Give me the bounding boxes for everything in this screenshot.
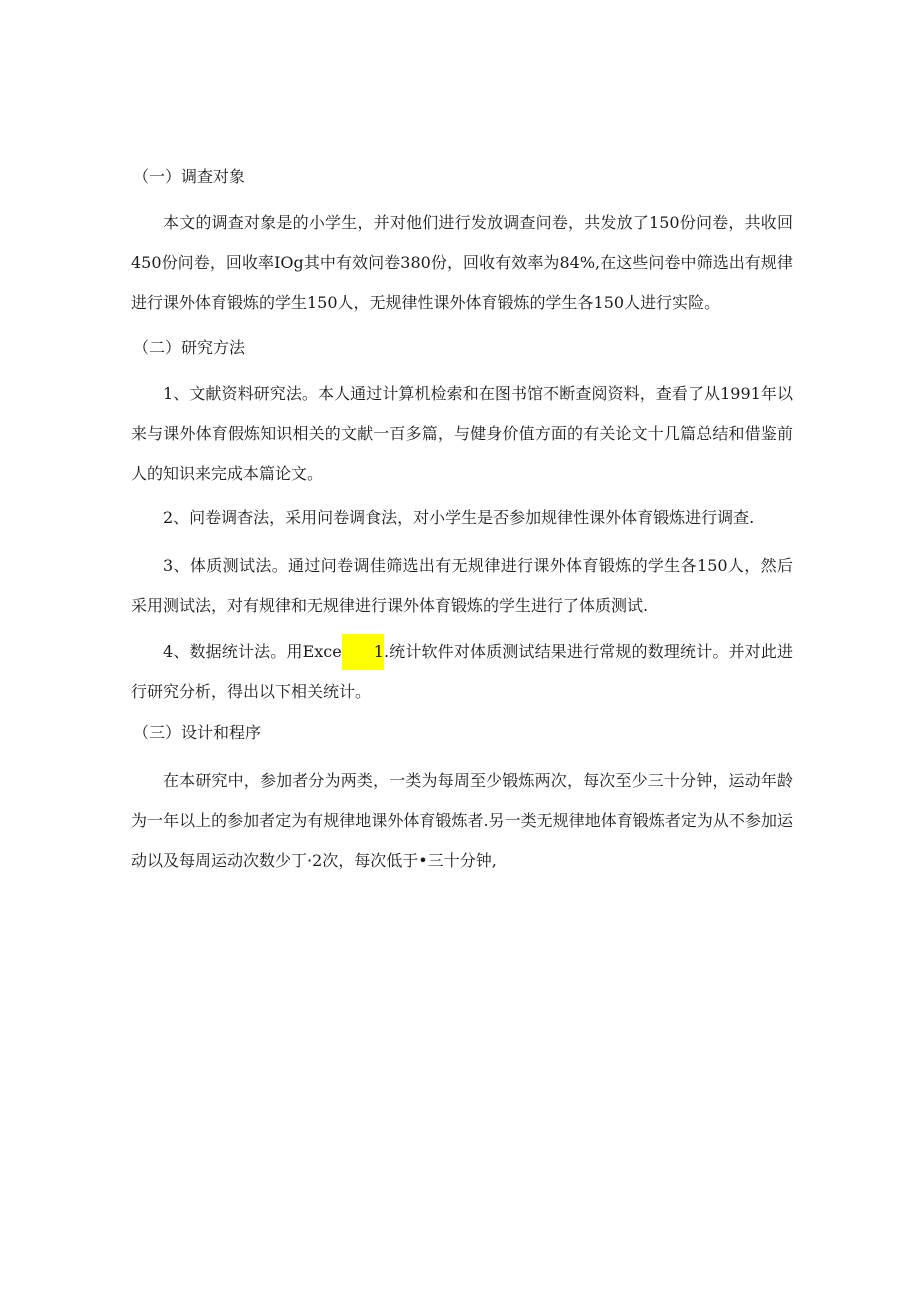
paragraph-method-questionnaire: 2、问卷调杳法，采用问卷调食法，对小学生是否参加规律性课外体育锻炼进行调查. [163,508,755,527]
paragraph-method-statistics [131,632,793,712]
paragraph-method-literature: 1、文献资料研究法。本人通过计算机检索和在图书馆不断查阅资料，查看了从1991年以来与课外体育假炼知识相关的文献一百多篇，与健身价值方面的有关论文十几篇总结和借鉴前人的知识来完成本篇论文。 [131,384,793,483]
section-heading-research-methods: （二）研究方法 [133,338,246,357]
statistics-text-before: 4、数据统计法。用Exce [163,642,342,661]
section-heading-design-procedure: （三）设计和程序 [133,723,262,742]
statistics-text-after: .统计软件对体质测试结果进行常规的数理统计。并对此进行研究分析，得出以下相关统计。 [131,642,793,701]
paragraph-method-physical-test: 3、体质测试法。通过问卷调佳筛选出有无规律进行课外体育锻炼的学生各150人，然后采用测试法，对有规律和无规律进行课外体育锻炼的学生进行了体质测试. [131,556,793,615]
paragraph-design-procedure: 在本研究中，参加者分为两类，一类为每周至少锻炼两次，每次至少三十分钟，运动年龄为一年以上的参加者定为有规律地课外体育锻炼者.另一类无规律地体育锻炼者定为从不参加运动以及每周运动次数少丁·2次，每次低于•三十分钟, [131,771,793,870]
section-heading-survey-subjects: （一）调查对象 [133,167,246,186]
paragraph-survey-subjects: 本文的调查对象是的小学生，并对他们进行发放调查问卷，共发放了150份问卷，共收回450份问卷，回收率IOg其中有效问卷380份，回收有效率为84%,在这些问卷中筛选出有规律进行课外体育锻炼的学生150人，无规律性课外体育锻炼的学生各150人进行实险。 [131,213,793,312]
highlighted-text: 1 [342,634,384,670]
